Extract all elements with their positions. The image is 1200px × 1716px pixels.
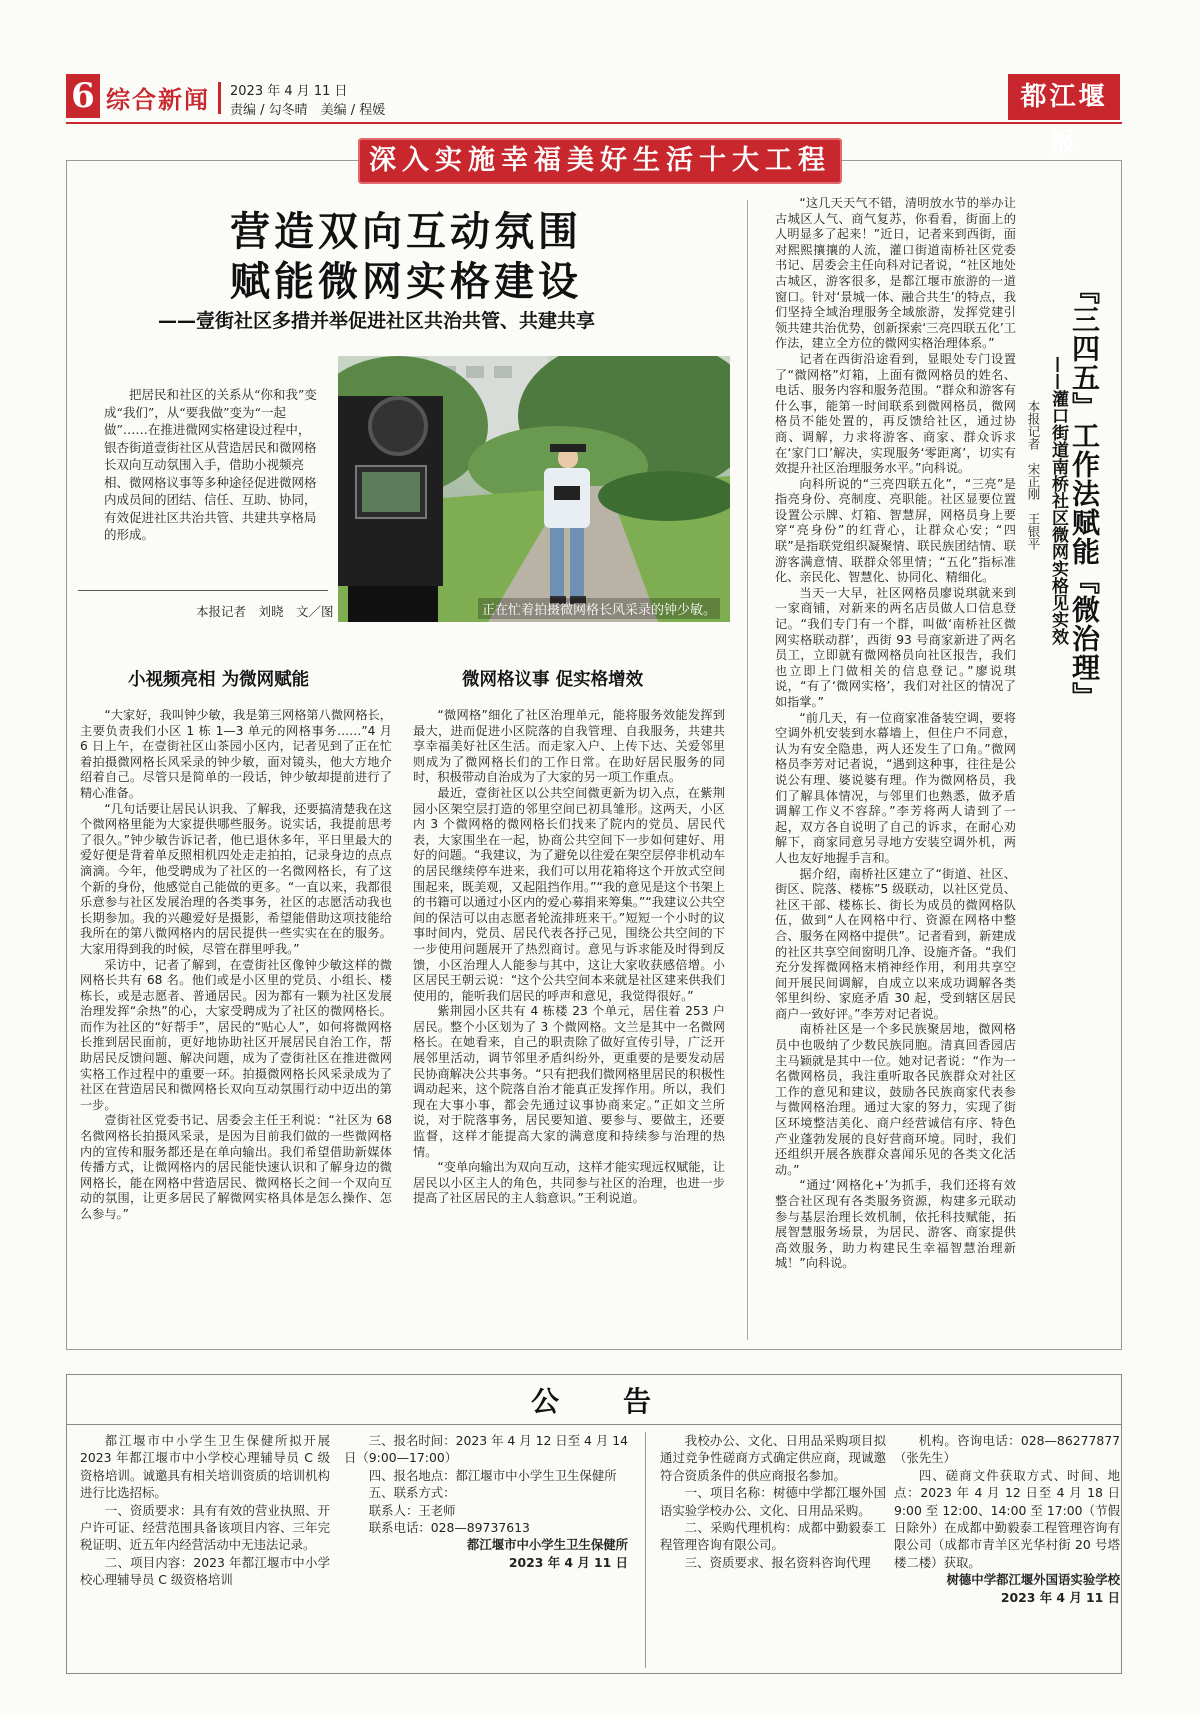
paragraph: 二、采购代理机构：成都中勤毅泰工程管理咨询有限公司。 [660, 1520, 886, 1553]
notice2-col-2 [894, 1432, 1120, 1672]
page-number: 6 [66, 74, 100, 118]
paragraph: 一、资质要求：具有有效的营业执照、开户许可证、经营范围具备该项目内容、三年完税证明、近五年内经营活动中无违法记录。 [80, 1502, 330, 1553]
paragraph: 机构。咨询电话：028—86277877（张先生） [894, 1433, 1120, 1466]
editor-credits: 责编 / 勾冬晴 美编 / 程媛 [230, 103, 386, 118]
paragraph: 记者在西街沿途看到，显眼处专门设置了“微网格”灯箱，上面有微网格员的姓名、电话、服务内容和服务范围。“群众和游客有什么事，能第一时间联系到微网格员，微网格员不能处置的，再反馈给社区，通过协商、调解，力求将游客、商家、群众诉求在‘家门口’解决，实现服务‘零距离’，切实有效提升社区治理服务水平。”向科说。 [775, 351, 1016, 476]
paragraph: 三、报名时间：2023 年 4 月 12 日至 4 月 14 日（9:00—17:00） [344, 1433, 628, 1466]
person-camera [554, 486, 580, 500]
paragraph: 向科所说的“三亮四联五化”，“三亮”是指亮身份、亮制度、亮职能。社区显要位置设置公示牌、灯箱、智慧屏，网格员身上要穿“亮身份”的红背心，让群众心安；“四联”是指联党组织凝聚情、联民族团结情、联游客满意情、联群众邻里情；“五化”指标准化、亲民化、智慧化、协同化、精细化。 [775, 476, 1016, 585]
header-rule [66, 122, 1122, 124]
side-article-body [775, 196, 1016, 1342]
paragraph: 都江堰市中小学生卫生保健所拟开展 2023 年都江堰市中小学校心理辅导员 C 级资格培训。诚邀具有相关培训资质的培训机构进行比选招标。 [80, 1433, 330, 1501]
paragraph: “前几天，有一位商家准备装空调，要将空调外机安装到水幕墙上，但住户不同意，认为有安全隐患，两人还发生了口角。”微网格员李芳对记者说，“遇到这种事，往往是公说公有理、婆说婆有理。作为微网格员，我们了解具体情况，与邻里们也熟悉，做矛盾调解工作义不容辞。”李芳将两人请到了一起，双方各自说明了自己的诉求，在耐心劝解下，商家同意另寻地方安装空调外机，两人也友好地握手言和。 [775, 710, 1016, 865]
newspaper-logo: 都江堰报 [1008, 74, 1120, 120]
notice1-date: 2023 年 4 月 11 日 [508, 1554, 628, 1570]
headline-line1: 营造双向互动氛围 [230, 209, 582, 255]
paragraph: 四、磋商文件获取方式、时间、地点：2023 年 4 月 12 日至 4 月 18 日 9:00 至 12:00、14:00 至 17:00（节假日除外）在成都中勤毅泰工程管理咨询有限公司（成都市青羊区光华村街 20 号塔楼二楼）获取。 [894, 1467, 1120, 1570]
section-name: 综合新闻 [106, 86, 210, 114]
issue-date: 2023 年 4 月 11 日 [230, 84, 348, 99]
notice1-signature: 都江堰市中小学生卫生保健所 [466, 1537, 628, 1553]
side-article-subtitle: ——灌口街道南桥社区微网实格见实效 [1048, 356, 1068, 645]
side-article-title: 『三四五』工作法赋能『微治理』 [1068, 276, 1101, 711]
paragraph: “变单向输出为双向互动，这样才能实现远权赋能，让居民以小区主人的角色，共同参与社区的治理，也进一步提高了社区居民的主人翁意识。”王利说道。 [413, 1160, 725, 1206]
paragraph: 最近，壹街社区以公共空间微更新为切入点，在紫荆园小区架空层打造的邻里空间已初具雏形。这两天，小区内 3 个微网格的微网格长们找来了院内的党员、居民代表，大家围坐在一起，协商公共空间下一步如何建好、用好的问题。“我建议，为了避免以往爱在架空层停非机动车的居民继续停车进来，我们可以用花箱将这个开放式空间围起来，既美观，又起阻挡作用。”“我的意见是这个书架上的书籍可以通过小区内的爱心募捐来筹集。”“我建议公共空间的保洁可以由志愿者轮流排班来干。”短短一个小时的议事时间内，党员、居民代表各抒己见，围绕公共空间的下一步使用问题展开了热烈商讨。意见与诉求能及时得到反馈，小区治理人人能参与其中，这让大家收获感倍增。小区居民王朝云说：“这个公共空间本来就是社区建来供我们使用的，能听我们居民的呼声和意见，我觉得很好。” [413, 785, 725, 1003]
campaign-banner: 深入实施幸福美好生活十大工程 [358, 138, 842, 184]
article-column-2 [413, 708, 725, 1338]
photo-caption: 正在忙着拍摄微网格长风采录的钟少敏。 [478, 598, 720, 619]
section1-title: 小视频亮相 为微网赋能 [128, 670, 310, 690]
photo-illustration [338, 356, 730, 622]
notice2-date: 2023 年 4 月 11 日 [1000, 1589, 1120, 1605]
paragraph: “微网格”细化了社区治理单元，能将服务效能发挥到最大，进而促进小区院落的自我管理、自我服务，共建共享幸福美好社区生活。而走家入户、上传下达、关爱邻里则成为了微网格长们的工作日常。在助好居民服务的同时，积极带动自治成为了大家的另一项工作重点。 [413, 708, 725, 785]
notice-divider [645, 1432, 646, 1668]
paragraph: 紫荆园小区共有 4 栋楼 23 个单元，居住着 253 户居民。整个小区划为了 3 个微网格。文兰是其中一名微网格长。在她看来，自己的职责除了做好宣传引导，广泛开展邻里活动，调节邻里矛盾纠纷外，更重要的是要发动居民协商解决公共事务。“只有把我们微网格里居民的积极性调动起来，这个院落自治才能真正发挥作用。所以，我们现在大事小事，都会先通过议事协商来定。”正如文兰所说，对于院落事务，居民要知道、要参与、要做主，还要监督，这样才能提高大家的满意度和持续参与治理的热情。 [413, 1004, 725, 1159]
column-separator [747, 200, 748, 1340]
paragraph: 一、项目名称：树德中学都江堰外国语实验学校办公、文化、日用品采购。 [660, 1485, 886, 1518]
paragraph: 四、报名地点：都江堰市中小学生卫生保健所 [368, 1467, 617, 1483]
paragraph: 我校办公、文化、日用品采购项目拟通过竞争性磋商方式确定供应商，现诚邀符合资质条件的供应商报名参加。 [660, 1433, 886, 1483]
notice2-signature: 树德中学都江堰外国语实验学校 [946, 1572, 1120, 1588]
paragraph: 据介绍，南桥社区建立了“街道、社区、街区、院落、楼栋”5 级联动，以社区党员、社区干部、楼栋长、街长为成员的微网格队伍，做到“人在网格中行、资源在网格中整合、服务在网格中提供”。记者看到，新建成的社区共享空间窗明几净、设施齐备。“我们充分发挥微网格末梢神经作用，利用共享空间开展民间调解，自成立以来成功调解各类邻里纠纷、家庭矛盾 30 起，受到辖区居民商户一致好评。”李芳对记者说。 [775, 866, 1016, 1021]
notice1-col-2 [344, 1432, 628, 1672]
notice2-col-1 [660, 1432, 886, 1672]
paragraph: “通过‘网格化+’为抓手，我们还将有效整合社区现有各类服务资源，构建多元联动参与基层治理长效机制，依托科技赋能，拓展智慧服务场景，为居民、游客、商家提供高效服务，助力构建民生幸福智慧治理新城！”向科说。 [775, 1178, 1016, 1271]
subheadline: ——壹街社区多措并举促进社区共治共管、共建共享 [158, 310, 596, 332]
header-divider [218, 82, 221, 114]
side-article-byline: 本报记者 宋正刚 王银平 [1026, 400, 1041, 550]
article-column-1 [80, 708, 392, 1338]
paragraph: 三、资质要求、报名资料咨询代理 [684, 1554, 871, 1570]
paragraph: 联系电话：028—89737613 [368, 1520, 530, 1536]
section2-title: 微网格议事 促实格增效 [462, 670, 644, 690]
paragraph: 壹街社区党委书记、居委会主任王利说：“社区为 68 名微网格长拍摄风采录，是因为目前我们做的一些微网格内的宣传和服务都还是在单向输出。我们希望借助新媒体传播方式，让微网格内的居民能快速认识和了解身边的微网格长，能在网格中营造居民、微网格长之间一个双向互动的氛围，让更多居民了解微网实格具体是怎么操作、怎么参与。” [80, 1113, 392, 1221]
paragraph: 南桥社区是一个多民族聚居地，微网格员中也吸纳了少数民族同胞。清真回香园店主马颖就是其中一位。她对记者说：“作为一名微网格员，我注重听取各民族群众对社区工作的意见和建议，鼓励各民族商家代表参与微网格治理。通过大家的努力，实现了街区环境整洁美化、商户经营诚信有序、特色产业蓬勃发展的良好营商环境。同时，我们还组织开展各族群众喜闻乐见的各类文化活动。” [775, 1022, 1016, 1177]
paragraph: 当天一大早，社区网格员廖说琪就来到一家商铺，对新来的两名店员做人口信息登记。“我们专门有一个群，叫做‘南桥社区微网实格联动群’，西街 93 号商家新进了两名员工，立即就有微网格员向社区报告，我们也立即上门做相关的信息登记。”廖说琪说，“有了‘微网实格’，我们对社区的情况了如指掌。” [775, 585, 1016, 709]
notice1-col-1 [80, 1432, 330, 1672]
notice-title: 公 告 [530, 1385, 669, 1418]
article-byline: 本报记者 刘晓 文／图 [196, 604, 334, 619]
article-photo [338, 356, 730, 622]
paragraph: “大家好，我叫钟少敏，我是第三网格第八微网格长，主要负责我们小区 1 栋 1—3 单元的网格事务……”4 月 6 日上午，在壹街社区山茶园小区内，记者见到了正在忙着拍摄微网格长风采录的钟少敏，面对镜头，他大方地介绍着自己。尽管只是简单的一段话，钟少敏却提前进行了精心准备。 [80, 708, 392, 800]
article-lead: 把居民和社区的关系从“你和我”变成“我们”，从“要我做”变为“一起做”……在推进微网实格建设过程中，银杏街道壹街社区从营造居民和微网格长双向互动氛围入手，借助小视频亮相、微网格议事等多种途径促进微网格内成员间的团结、信任、互助、协同，有效促进社区共治共管、共建共享格局的形成。 [104, 387, 317, 542]
paragraph: “几句话要让居民认识我、了解我，还要搞清楚我在这个微网格里能为大家提供哪些服务。说实话，我提前思考了很久。”钟少敏告诉记者，他已退休多年，平日里最大的爱好便是背着单反照相机四处走走拍拍，记录身边的点点滴滴。今年，他受聘成为了社区的一名微网格长，有了这个新的身份，他感觉自己能做的更多。“一直以来，我都很乐意参与社区发展治理的各类事务，社区的志愿活动我也长期参加。我的兴趣爱好是摄影，希望能借助这项技能给我所在的第八微网格内的居民提供一些实实在在的服务。大家用得到我的时候，尽管在群里呼我。” [80, 801, 392, 956]
paragraph: “这几天天气不错，清明放水节的举办让古城区人气、商气复苏，你看看，街面上的人明显多了起来！”近日，记者来到西街，面对熙熙攘攘的人流，灌口街道南桥社区党委书记、居委会主任向科对记者说，“社区地处古城区，游客很多，是都江堰市旅游的一道窗口。针对‘景城一体、融合共生’的特点，我们坚持全域治理服务全域旅游，发挥党建引领共建共治优势，创新探索‘三亮四联五化’工作法，建立全方位的微网实格治理体系。” [775, 196, 1016, 351]
paragraph: 联系人：王老师 [368, 1502, 456, 1518]
headline-line2: 赋能微网实格建设 [230, 259, 582, 305]
paragraph: 二、项目内容：2023 年都江堰市中小学校心理辅导员 C 级资格培训 [80, 1554, 330, 1588]
paragraph: 五、联系方式： [368, 1485, 456, 1501]
notice-rule [66, 1424, 1122, 1425]
byline-rule [78, 590, 328, 591]
paragraph: 采访中，记者了解到，在壹街社区像钟少敏这样的微网格长共有 68 名。他们或是小区里的党员、小组长、楼栋长，或是志愿者、普通居民。因为都有一颗为社区发展治理发挥“余热”的心，大家受聘成为了社区的微网格长。而作为社区的“好帮手”，居民的“贴心人”，如何将微网格长推到居民面前，更好地协助社区开展居民自治工作，帮助居民反馈问题、解决问题，成为了壹街社区在推进微网实格工作过程中的重要一环。拍摄微网格长风采录成为了社区在营造居民和微网格长双向互动氛围行动中迈出的第一步。 [80, 957, 392, 1112]
